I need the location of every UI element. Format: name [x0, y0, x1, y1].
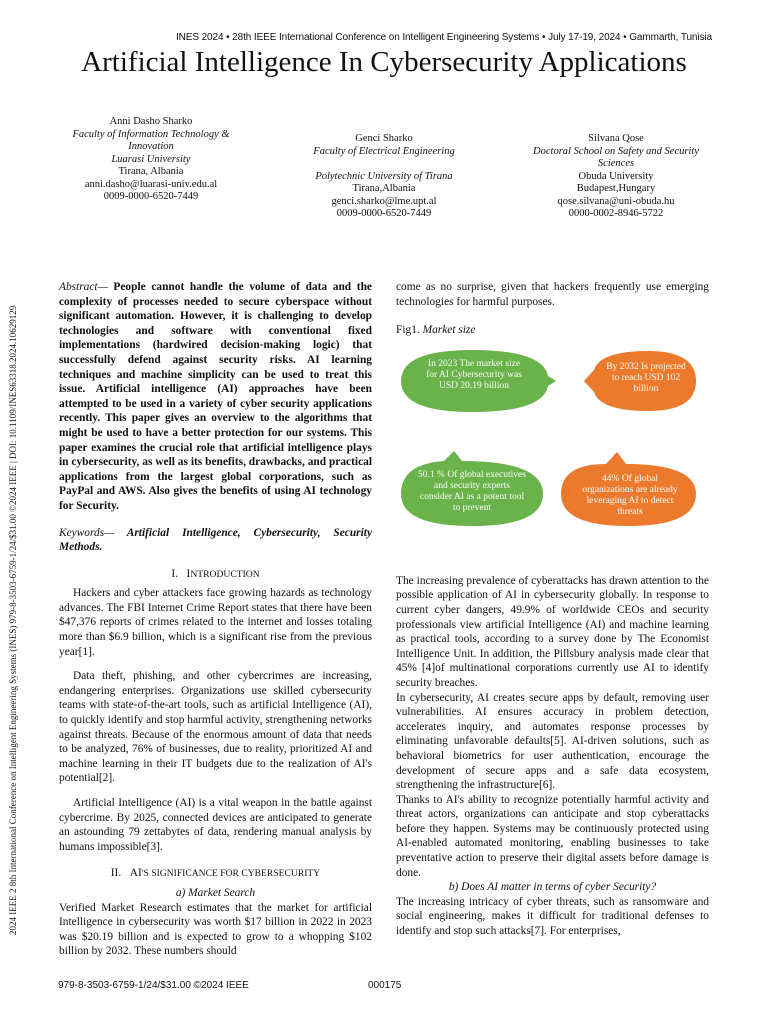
right-paragraph-4: The increasing intricacy of cyber threats, such as ransomware and social engineering, makes it difficult for traditional defenses to identify and stop such attacks[7]. For enterprises, — [396, 895, 709, 938]
abstract-lead: Abstract— — [59, 281, 108, 293]
bubble-2032: By 2032 Is projected to reach USD 102 billion — [606, 361, 686, 394]
bubble-global-executives: 50.1 % Of global executives and security experts consider AI as a potent tool to prevent — [418, 469, 526, 513]
author-email[interactable]: anni.dasho@luarasi-univ.edu.al — [84, 178, 218, 190]
author-orcid: 0009-0000-6520-7449 — [336, 208, 432, 219]
author-location: Tirana,Albania — [352, 183, 416, 194]
bubble-2023: In 2023 The market size for AI Cybersecurity was USD 20.19 billion — [426, 358, 522, 391]
author-location: Budapest,Hungary — [576, 183, 656, 194]
author-block-1 — [52, 116, 250, 204]
author-email[interactable]: qose.silvana@uni-obuda.hu — [557, 195, 675, 207]
author-name: Silvana Qose — [588, 133, 644, 144]
right-paragraph-1: The increasing prevalence of cyberattacks has drawn attention to the possible application of AI in cybersecurity globally. In response to current cyber dangers, 49.9% of worldwide CEOs and security professionals view artificial Intelligence (AI) and machine learning as practical tools, according to a survey done by The Economist Intelligence Unit. In addition, the Pillsbury analysis made clear that 45% [4]of multinational corporations currently use AI to identify security breaches. — [396, 574, 709, 689]
keywords — [59, 526, 372, 555]
paper-title: Artificial Intelligence In Cybersecurity Applications — [81, 46, 687, 78]
author-department: Doctoral School on Safety and Security — [533, 145, 699, 157]
right-paragraph-2: In cybersecurity, AI creates secure apps by default, removing user vulnerabilities. AI ensures accuracy in problem detection, accelerates inquiry, and automates response processes by eliminating unfavorable defaults[5]. AI-driven solutions, such as behavioral biometrics for user authentication, encourage the development of secure apps and a safe data ecosystem, strengthening the infrastructure[6]. — [396, 691, 709, 792]
bubble-organizations: 44% Of global organizations are already leveraging AI to detect threats — [582, 473, 678, 517]
side-citation-text: 2024 IEEE 2 8th International Conference on Intelligent Engineering Systems (INES) 979-8-3503-6759-1/24/$31.00 ©2024 IEEE | DOI: 10.1109/INES63318.2024.10629129 — [8, 305, 18, 935]
section-number: I. — [171, 567, 178, 580]
figure-caption — [396, 323, 709, 338]
right-paragraph-continued: come as no surprise, given that hackers frequently use emerging technologies for harmful purposes. — [396, 281, 709, 308]
intro-paragraph-3: Artificial Intelligence (AI) is a vital weapon in the battle against cybercrime. By 2025, connected devices are anticipated to generate an astounding 79 zettabytes of data, rendering manual analysis by humans impossible[3]. — [59, 797, 372, 853]
section-title-rest: NTRODUCTION — [190, 568, 260, 580]
author-block-3 — [510, 133, 722, 221]
market-size-figure — [396, 348, 709, 568]
author-department-cont: Sciences — [597, 158, 635, 169]
footer-page-number: 000175 — [368, 980, 402, 991]
market-paragraph: Verified Market Research estimates that the market for artificial Intelligence in cybersecurity was worth $17 billion in 2022 in 2023 was $20.19 billion and is expected to grow to a whopping $102 billion by 2032. These numbers should — [59, 901, 372, 958]
author-location: Tirana, Albania — [118, 166, 184, 177]
section-number: II. — [110, 867, 122, 880]
author-orcid: 0000-0002-8946-5722 — [568, 208, 664, 219]
author-email[interactable]: genci.sharko@lme.upt.al — [331, 195, 437, 207]
subsection-market-search: a) Market Search — [175, 886, 256, 899]
section-title-initial: AI — [129, 867, 142, 880]
keywords-lead: Keywords— — [59, 526, 115, 539]
author-block-2 — [284, 133, 484, 221]
keywords-text: Artificial Intelligence, Cybersecurity, Security Methods. — [59, 526, 372, 554]
author-organization: Obuda University — [578, 170, 654, 182]
author-department-cont: Innovation — [128, 141, 174, 152]
section-heading-introduction — [59, 567, 372, 583]
author-organization: Luarasi University — [111, 153, 191, 165]
right-column — [396, 280, 709, 939]
conference-header: INES 2024 • 28th IEEE International Conference on Intelligent Engineering Systems • July 17-19, 2024 • Gammarth, Tunisia — [175, 32, 712, 43]
section-title-initial: I — [186, 567, 191, 580]
intro-paragraph-1: Hackers and cyber attackers face growing hazards as technology advances. The FBI Internet Crime Report states that there have been $47,376 reports of crimes related to the internet and losses totaling more than $6.9 billion, which is a significant rise from the previous year[1]. — [59, 587, 372, 658]
abstract-text: People cannot handle the volume of data and the complexity of processes needed to secure cyberspace without significant automation. However, it is challenging to develop technologies and software with conventional fixed implementations (hardwired decision-making logic) that successfully defend against security risks. AI learning techniques and machine simplicity can be used to treat this issue. Artificial intelligence (AI) approaches have been attempted to be used in a variety of cyber security applications recently. This paper gives an overview to the algorithms that might be used to have a better protection for our systems. This paper examines the crucial role that artificial intelligence plays in cybersecurity, as well as its benefits, drawbacks, and practical applications from the largest global corporations, such as PayPal and AWS. Also gives the benefits of using AI technology for Security. — [59, 281, 372, 512]
author-department: Faculty of Electrical Engineering — [313, 145, 455, 157]
figure-caption-label: Fig1. — [396, 324, 423, 337]
author-organization: Polytechnic University of Tirana — [315, 170, 453, 182]
author-spacer — [284, 158, 484, 171]
author-orcid: 0009-0000-6520-7449 — [103, 191, 199, 202]
subsection-ai-matter: b) Does AI matter in terms of cyber Security? — [448, 881, 657, 894]
section-heading-ai-significance — [59, 866, 372, 882]
footer-isbn: 979-8-3503-6759-1/24/$31.00 ©2024 IEEE — [58, 980, 249, 991]
author-name: Anni Dasho Sharko — [109, 116, 193, 127]
abstract — [59, 280, 372, 514]
left-column — [59, 280, 372, 959]
right-paragraph-3: Thanks to AI's ability to recognize potentially harmful activity and threat actors, organizations can anticipate and stop cyberattacks before they happen. Systems may be continuously protected using AI-enabled automated monitoring, enabling businesses to take preventative action to preserve their digital assets before damage is done. — [396, 793, 709, 879]
author-name: Genci Sharko — [355, 133, 413, 144]
section-title-rest: 'S SIGNIFICANCE FOR CYBERSECURITY — [141, 868, 321, 880]
intro-paragraph-2: Data theft, phishing, and other cybercrimes are increasing, endangering enterprises. Organizations use skilled cybersecurity teams with state-of-the-art tools, such as artificial Intelligence (AI), to quickly identify and stop harmful activity, strengthening networks against threats. Because of the enormous amount of data that needs to be analyzed, 76% of businesses, due to reality, prioritized AI and machine learning in their IT budgets due to the realization of AI's potential[2]. — [59, 670, 372, 785]
author-department: Faculty of Information Technology & — [72, 128, 230, 140]
figure-caption-title: Market size — [422, 324, 476, 337]
